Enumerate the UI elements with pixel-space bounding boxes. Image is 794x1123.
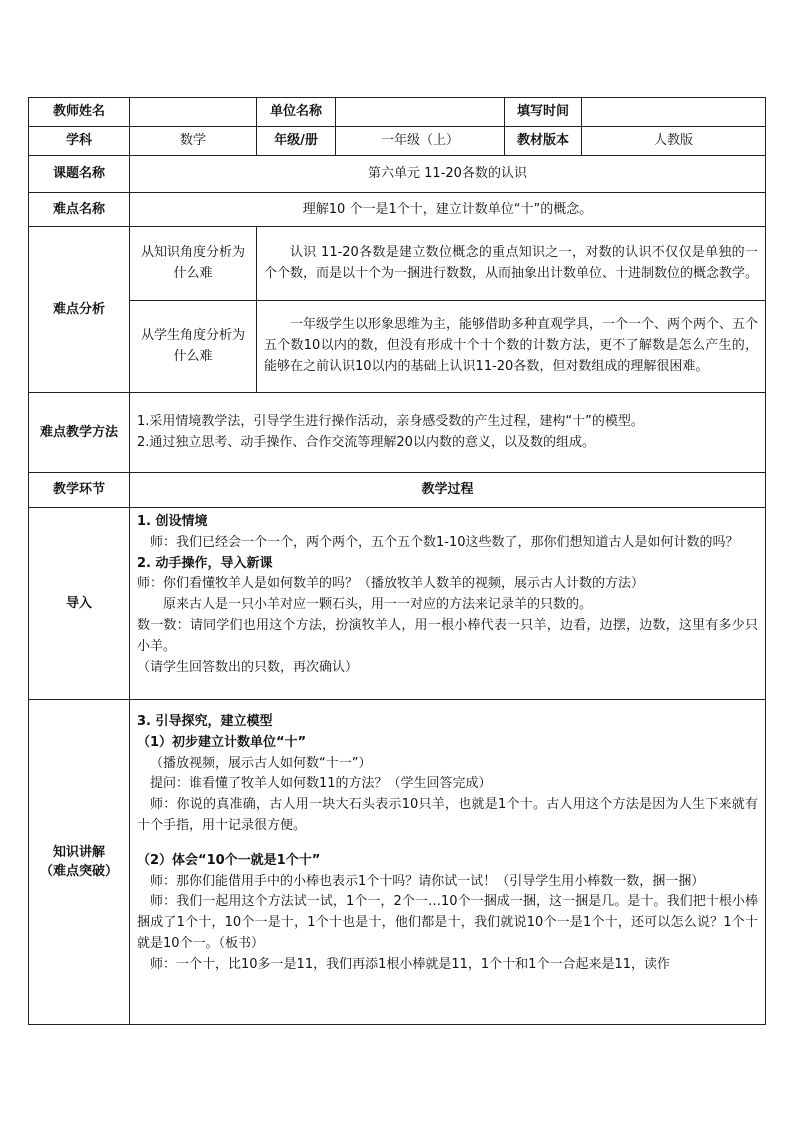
intro-paragraph-5: （请学生回答数出的只数，再次确认）: [137, 659, 359, 675]
lesson-plan-table: [28, 97, 766, 1025]
subject-value: 数学: [130, 127, 257, 156]
method-item-1: 1.采用情境教学法，引导学生进行操作活动，亲身感受数的产生过程，建构“十”的模型。: [137, 413, 644, 429]
intro-paragraph-1: 师：我们已经会一个一个，两个两个，五个五个数1-10这些数了，那你们想知道古人是如何计数的吗？: [150, 534, 739, 550]
grade-label: 年级/册: [257, 127, 336, 156]
row-methods: [29, 393, 766, 473]
intro-paragraph-4: 数一数：请同学们也用这个方法，扮演牧羊人，用一根小棒代表一只羊，边看，边摆，边数，这里有多少只小羊。: [137, 617, 758, 654]
student-angle-label: 从学生角度分析为什么难: [130, 301, 257, 393]
knowledge-heading-3: 3. 引导探究，建立模型: [137, 714, 273, 729]
intro-paragraph-2: 师：你们看懂牧羊人是如何数羊的吗？（播放牧羊人数羊的视频，展示古人计数的方法）: [137, 576, 645, 592]
knowledge-paragraph-5: 师：我们一起用这个方法试一试，1个一，2个一…10个一捆成一捆，这一捆是几。是十。我们把十根小棒捆成了1个十，10个一是十，1个十也是十，他们都是十，我们就说10个一是1个十，还可以怎么说？1个十就是10个一。（板书）: [137, 894, 758, 951]
row-subject: [29, 127, 766, 156]
knowledge-paragraph-2: 提问：谁看懂了牧羊人如何数11的方法？（学生回答完成）: [150, 776, 492, 792]
knowledge-label: 知识讲解: [52, 844, 105, 860]
intro-paragraph-3: 原来古人是一只小羊对应一颗石头，用一一对应的方法来记录羊的只数的。: [163, 597, 593, 613]
student-angle-text: 一年级学生以形象思维为主，能够借助多种直观学具，一个一个、两个两个、五个五个数10以内的数，但没有形成十个十个数的计数方法，更不了解数是怎么产生的，能够在之前认识10以内的基础上认识11-20各数，但对数组成的理解很困难。: [264, 317, 759, 374]
date-value: [582, 98, 766, 127]
intro-label: 导入: [29, 508, 130, 700]
difficulty-label: 难点名称: [29, 193, 130, 227]
row-teacher: [29, 98, 766, 127]
knowledge-paragraph-3: 师：你说的真准确，古人用一块大石头表示10只羊，也就是1个十。古人用这个方法是因为人生下来就有十个手指，用十记录很方便。: [137, 797, 758, 833]
row-difficulty: [29, 193, 766, 227]
stage-header: 教学环节: [29, 473, 130, 508]
teacher-value: [130, 98, 257, 127]
knowledge-angle-label: 从知识角度分析为什么难: [130, 227, 257, 301]
methods-label: 难点教学方法: [29, 393, 130, 473]
knowledge-heading-3b: （2）体会“10个一就是1个十”: [137, 852, 321, 868]
row-lesson-title: [29, 156, 766, 193]
knowledge-paragraph-1: （播放视频，展示古人如何数“十一”）: [150, 755, 372, 771]
edition-label: 教材版本: [505, 127, 582, 156]
analysis-label: 难点分析: [29, 227, 130, 393]
edition-value: 人教版: [582, 127, 766, 156]
row-analysis-knowledge: [29, 227, 766, 301]
knowledge-paragraph-4: 师：那你们能借用手中的小棒也表示1个十吗？请你试一试！（引导学生用小棒数一数，捆一捆）: [150, 873, 705, 889]
knowledge-sublabel: （难点突破）: [39, 864, 118, 879]
process-header: 教学过程: [130, 473, 766, 508]
row-process-header: [29, 473, 766, 508]
subject-label: 学科: [29, 127, 130, 156]
difficulty-value: 理解10 个一是1个十，建立计数单位“十”的概念。: [130, 193, 766, 227]
intro-heading-2: 2. 动手操作，导入新课: [137, 555, 273, 571]
grade-value: 一年级（上）: [336, 127, 505, 156]
unit-label: 单位名称: [257, 98, 336, 127]
lesson-label: 课题名称: [29, 156, 130, 193]
row-intro: [29, 508, 766, 700]
row-knowledge: [29, 700, 766, 1025]
method-item-2: 2.通过独立思考、动手操作、合作交流等理解20以内数的意义，以及数的组成。: [137, 434, 595, 450]
teacher-label: 教师姓名: [29, 98, 130, 127]
spacer: [137, 837, 758, 851]
row-analysis-student: [29, 301, 766, 393]
unit-value: [336, 98, 505, 127]
knowledge-angle-text: 认识 11-20各数是建立数位概念的重点知识之一，对数的认识不仅仅是单独的一个个数，而是以十个为一捆进行数数，从而抽象出计数单位、十进制数位的概念教学。: [264, 244, 759, 281]
lesson-value: 第六单元 11-20各数的认识: [130, 156, 766, 193]
knowledge-paragraph-6: 师：一个十，比10多一是11，我们再添1根小棒就是11，1个十和1个一合起来是11，读作: [150, 956, 670, 972]
knowledge-heading-3a: （1）初步建立计数单位“十”: [137, 734, 307, 750]
intro-heading-1: 1. 创设情境: [137, 514, 208, 529]
date-label: 填写时间: [505, 98, 582, 127]
